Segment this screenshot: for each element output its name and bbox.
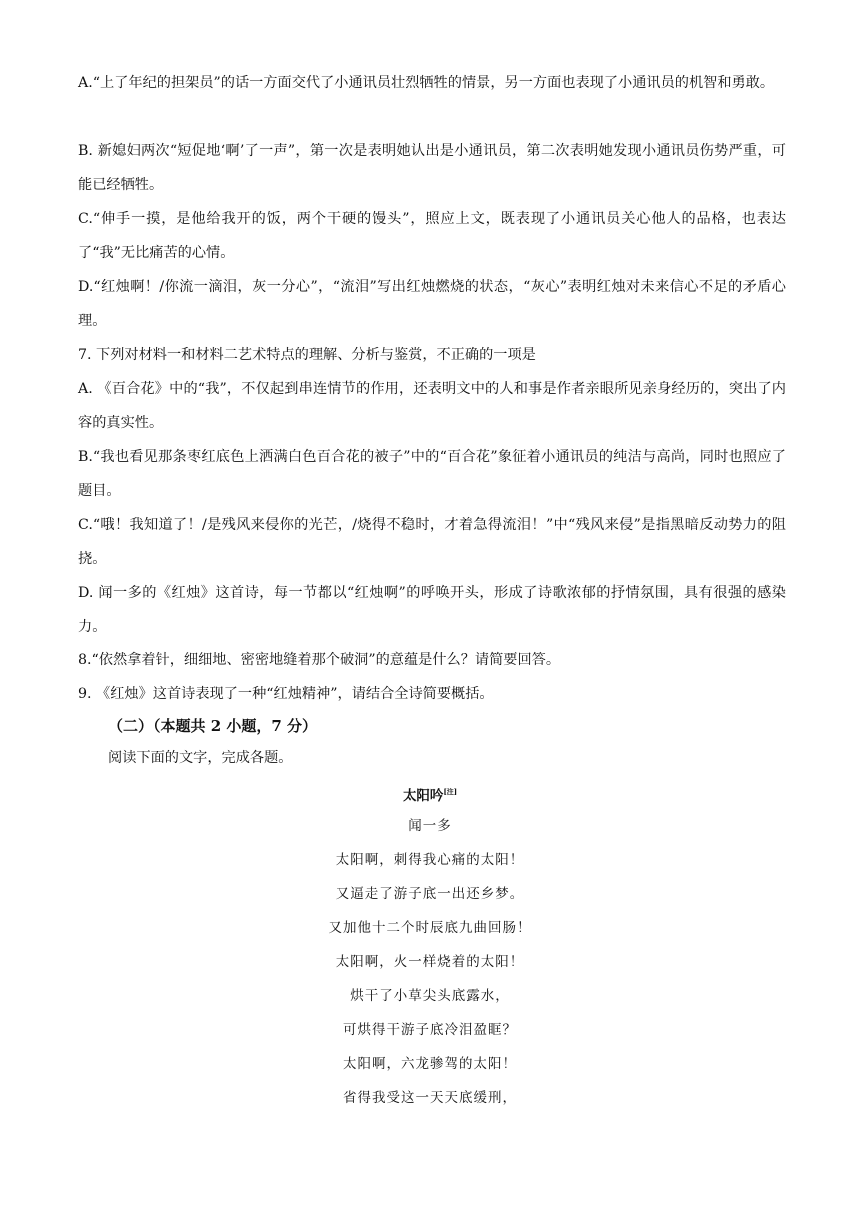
option-6b: B. 新媳妇两次“短促地‘啊’了一声”，第一次是表明她认出是小通讯员，第二次表明她发现小通讯员伤势严重，可能已经牺牲。 (78, 143, 786, 193)
option-7c: C.“哦！我知道了！/是残风来侵你的光芒，/烧得不稳时，才着急得流泪！”中“残风来侵”是指黑暗反动势力的阻挠。 (78, 517, 786, 567)
poem-author: 闻一多 (408, 818, 452, 834)
question-9: 9. 《红烛》这首诗表现了一种“红烛精神”，请结合全诗简要概括。 (78, 686, 494, 702)
section-2-title: （二）（本题共 2 小题，7 分） (108, 717, 318, 735)
option-6a: A.“上了年纪的担架员”的话一方面交代了小通讯员壮烈牺牲的情景，另一方面也表现了小通讯员的机智和勇敢。 (78, 75, 775, 91)
option-6c: C.“伸手一摸，是他给我开的饭，两个干硬的馒头”，照应上文，既表现了小通讯员关心他人的品格，也表达了“我”无比痛苦的心情。 (78, 211, 786, 261)
poem-title (180, 775, 680, 809)
option-6d: D.“红烛啊！/你流一滴泪，灰一分心”，“流泪”写出红烛燃烧的状态，“灰心”表明红烛对未来信心不足的矛盾心理。 (78, 279, 786, 329)
poem-line: 省得我受这一天天底缓刑， (343, 1090, 517, 1106)
poem-line: 太阳啊，六龙骖驾的太阳！ (343, 1056, 517, 1072)
poem-line: 烘干了小草尖头底露水， (350, 988, 510, 1004)
poem-line: 又逼走了游子底一出还乡梦。 (335, 886, 525, 902)
poem-note-mark: [注] (443, 787, 458, 796)
poem-title-text: 太阳吟 (402, 788, 444, 804)
option-7a: A. 《百合花》中的“我”，不仅起到串连情节的作用，还表明文中的人和事是作者亲眼所见亲身经历的，突出了内容的真实性。 (78, 381, 786, 431)
poem-line: 又加他十二个时辰底九曲回肠！ (328, 920, 532, 936)
poem-line: 可烘得干游子底冷泪盈眶？ (343, 1022, 517, 1038)
option-7b: B.“我也看见那条枣红底色上洒满白色百合花的被子”中的“百合花”象征着小通讯员的纯洁与高尚，同时也照应了题目。 (78, 449, 786, 499)
poem-line: 太阳啊，火一样烧着的太阳！ (335, 954, 525, 970)
poem (180, 775, 680, 1115)
question-8: 8.“依然拿着针，细细地、密密地缝着那个破洞”的意蕴是什么？请简要回答。 (78, 652, 561, 668)
section-2-intro: 阅读下面的文字，完成各题。 (108, 750, 293, 766)
option-7d: D. 闻一多的《红烛》这首诗，每一节都以“红烛啊”的呼唤开头，形成了诗歌浓郁的抒情氛围，具有很强的感染力。 (78, 585, 786, 635)
poem-line: 太阳啊，刺得我心痛的太阳！ (335, 852, 525, 868)
question-7-stem: 7. 下列对材料一和材料二艺术特点的理解、分析与鉴赏，不正确的一项是 (78, 347, 536, 363)
